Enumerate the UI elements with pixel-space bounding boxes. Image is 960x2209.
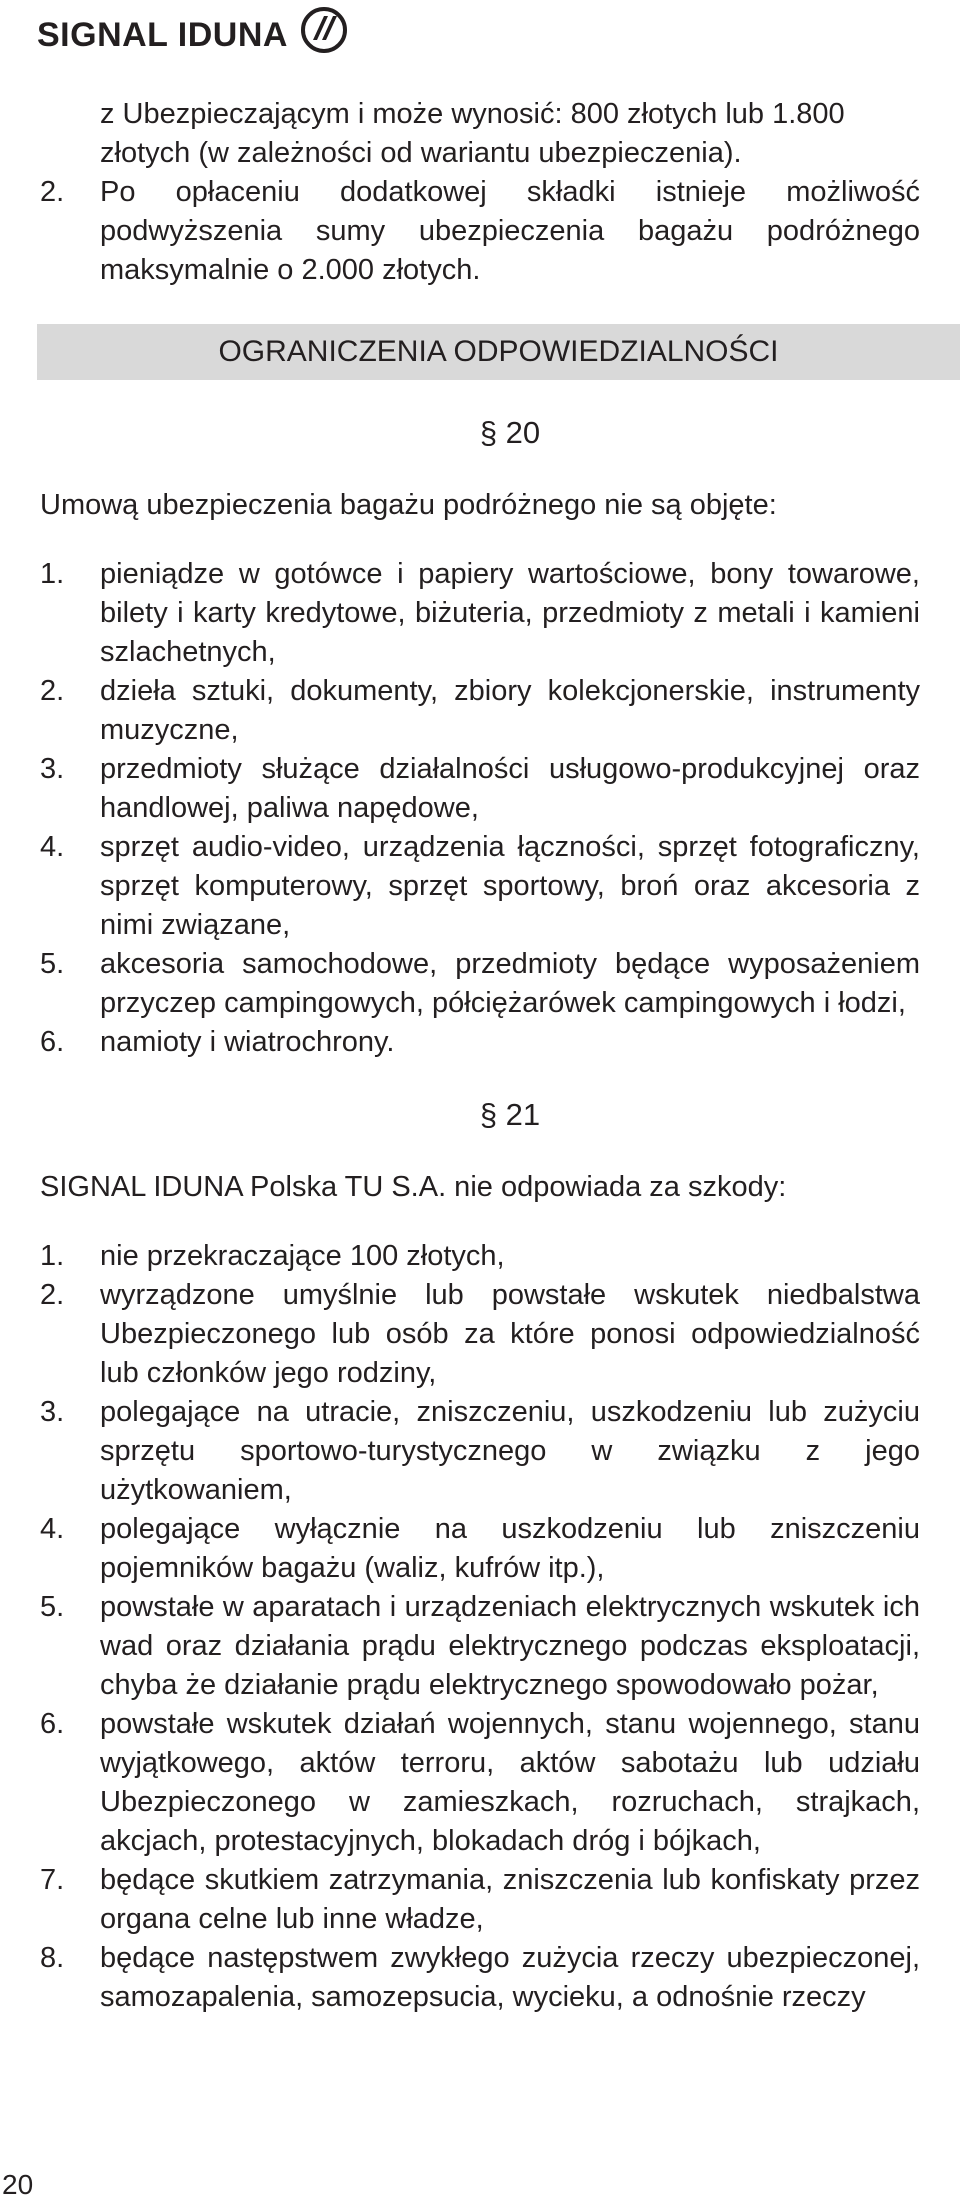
section-heading-20: § 20 xyxy=(479,415,541,450)
list-item-number: 7. xyxy=(40,1864,65,1896)
section-lead-21: SIGNAL IDUNA Polska TU S.A. nie odpowiada za szkody: xyxy=(40,1171,787,1203)
section-heading-21: § 21 xyxy=(479,1097,541,1132)
intro-list xyxy=(0,173,960,290)
list-item-text: będące skutkiem zatrzymania, zniszczenia lub konfiskaty przez organa celne lub inne władze, xyxy=(100,1864,920,1935)
page-header xyxy=(0,0,960,75)
list-item xyxy=(0,1237,960,1276)
list-item-text: polegające wyłącznie na uszkodzeniu lub zniszczeniu pojemników bagażu (waliz, kufrów itp.), xyxy=(100,1513,920,1584)
list-item-text: nie przekraczające 100 złotych, xyxy=(100,1240,505,1272)
list-item-text: dzieła sztuki, dokumenty, zbiory kolekcjonerskie, instrumenty muzyczne, xyxy=(100,675,920,746)
list-item-text: namioty i wiatrochrony. xyxy=(100,1026,395,1058)
list-item-text: akcesoria samochodowe, przedmioty będące wyposażeniem przyczep campingowych, półciężarówek campingowych i łodzi, xyxy=(100,948,920,1019)
list-item xyxy=(0,173,960,290)
list-item-number: 2. xyxy=(40,675,65,707)
list-item-text: Po opłaceniu dodatkowej składki istnieje możliwość podwyższenia sumy ubezpieczenia bagażu podróżnego maksymalnie o 2.000 złotych. xyxy=(100,176,920,286)
list-item-number: 5. xyxy=(40,1591,65,1623)
list-item xyxy=(0,1510,960,1588)
list-item-number: 3. xyxy=(40,1396,65,1428)
list-item-text: powstałe w aparatach i urządzeniach elektrycznych wskutek ich wad oraz działania prądu elektrycznego podczas eksploatacji, chyba że działanie prądu elektrycznego spowodowało pożar, xyxy=(100,1591,920,1701)
list-item-text: powstałe wskutek działań wojennych, stanu wojennego, stanu wyjątkowego, aktów terroru, aktów sabotażu lub udziału Ubezpieczonego w zamieszkach, rozruchach, strajkach, akcjach, protestacyjnych, blokadach dróg i bójkach, xyxy=(100,1708,920,1857)
list-item-number: 6. xyxy=(40,1026,65,1058)
list-item-number: 1. xyxy=(40,1240,65,1272)
list-item-number: 4. xyxy=(40,1513,65,1545)
document-body xyxy=(0,95,960,2017)
intro-paragraph: z Ubezpieczającym i może wynosić: 800 złotych lub 1.800 złotych (w zależności od wariantu ubezpieczenia). xyxy=(100,98,845,169)
list-item xyxy=(0,828,960,945)
list-item xyxy=(0,1023,960,1062)
list-item-text: sprzęt audio-video, urządzenia łączności, sprzęt fotograficzny, sprzęt komputerowy, sprzęt sportowy, broń oraz akcesoria z nimi związane, xyxy=(100,831,920,941)
brand-name: SIGNAL IDUNA xyxy=(37,16,288,54)
list-item-number: 3. xyxy=(40,753,65,785)
list-item xyxy=(0,1705,960,1861)
list-item-number: 2. xyxy=(40,1279,65,1311)
list-item xyxy=(0,555,960,672)
page-number: 20 xyxy=(2,2169,34,2200)
section-banner: OGRANICZENIA ODPOWIEDZIALNOŚCI xyxy=(37,324,960,380)
exclusion-list-21 xyxy=(0,1237,960,2017)
list-item xyxy=(0,750,960,828)
section-lead-20: Umową ubezpieczenia bagażu podróżnego nie są objęte: xyxy=(40,489,777,521)
list-item xyxy=(0,1276,960,1393)
list-item-number: 2. xyxy=(40,176,65,208)
list-item xyxy=(0,672,960,750)
list-item-number: 4. xyxy=(40,831,65,863)
list-item xyxy=(0,1588,960,1705)
list-item xyxy=(0,945,960,1023)
list-item xyxy=(0,1393,960,1510)
list-item-number: 8. xyxy=(40,1942,65,1974)
list-item-text: pieniądze w gotówce i papiery wartościowe, bony towarowe, bilety i karty kredytowe, biżuteria, przedmioty z metali i kamieni szlachetnych, xyxy=(100,558,920,668)
list-item-text: wyrządzone umyślnie lub powstałe wskutek niedbalstwa Ubezpieczonego lub osób za które ponosi odpowiedzialność lub członków jego rodziny, xyxy=(100,1279,920,1389)
list-item-text: będące następstwem zwykłego zużycia rzeczy ubezpieczonej, samozapalenia, samozepsucia, wycieku, a odnośnie rzeczy xyxy=(100,1942,920,2013)
list-item xyxy=(0,1939,960,2017)
list-item-number: 1. xyxy=(40,558,65,590)
exclusion-list-20 xyxy=(0,555,960,1062)
signal-iduna-logo-icon xyxy=(300,6,348,54)
list-item-number: 6. xyxy=(40,1708,65,1740)
list-item-number: 5. xyxy=(40,948,65,980)
list-item xyxy=(0,1861,960,1939)
list-item-text: polegające na utracie, zniszczeniu, uszkodzeniu lub zużyciu sprzętu sportowo-turystycznego w związku z jego użytkowaniem, xyxy=(100,1396,920,1506)
list-item-text: przedmioty służące działalności usługowo-produkcyjnej oraz handlowej, paliwa napędowe, xyxy=(100,753,920,824)
